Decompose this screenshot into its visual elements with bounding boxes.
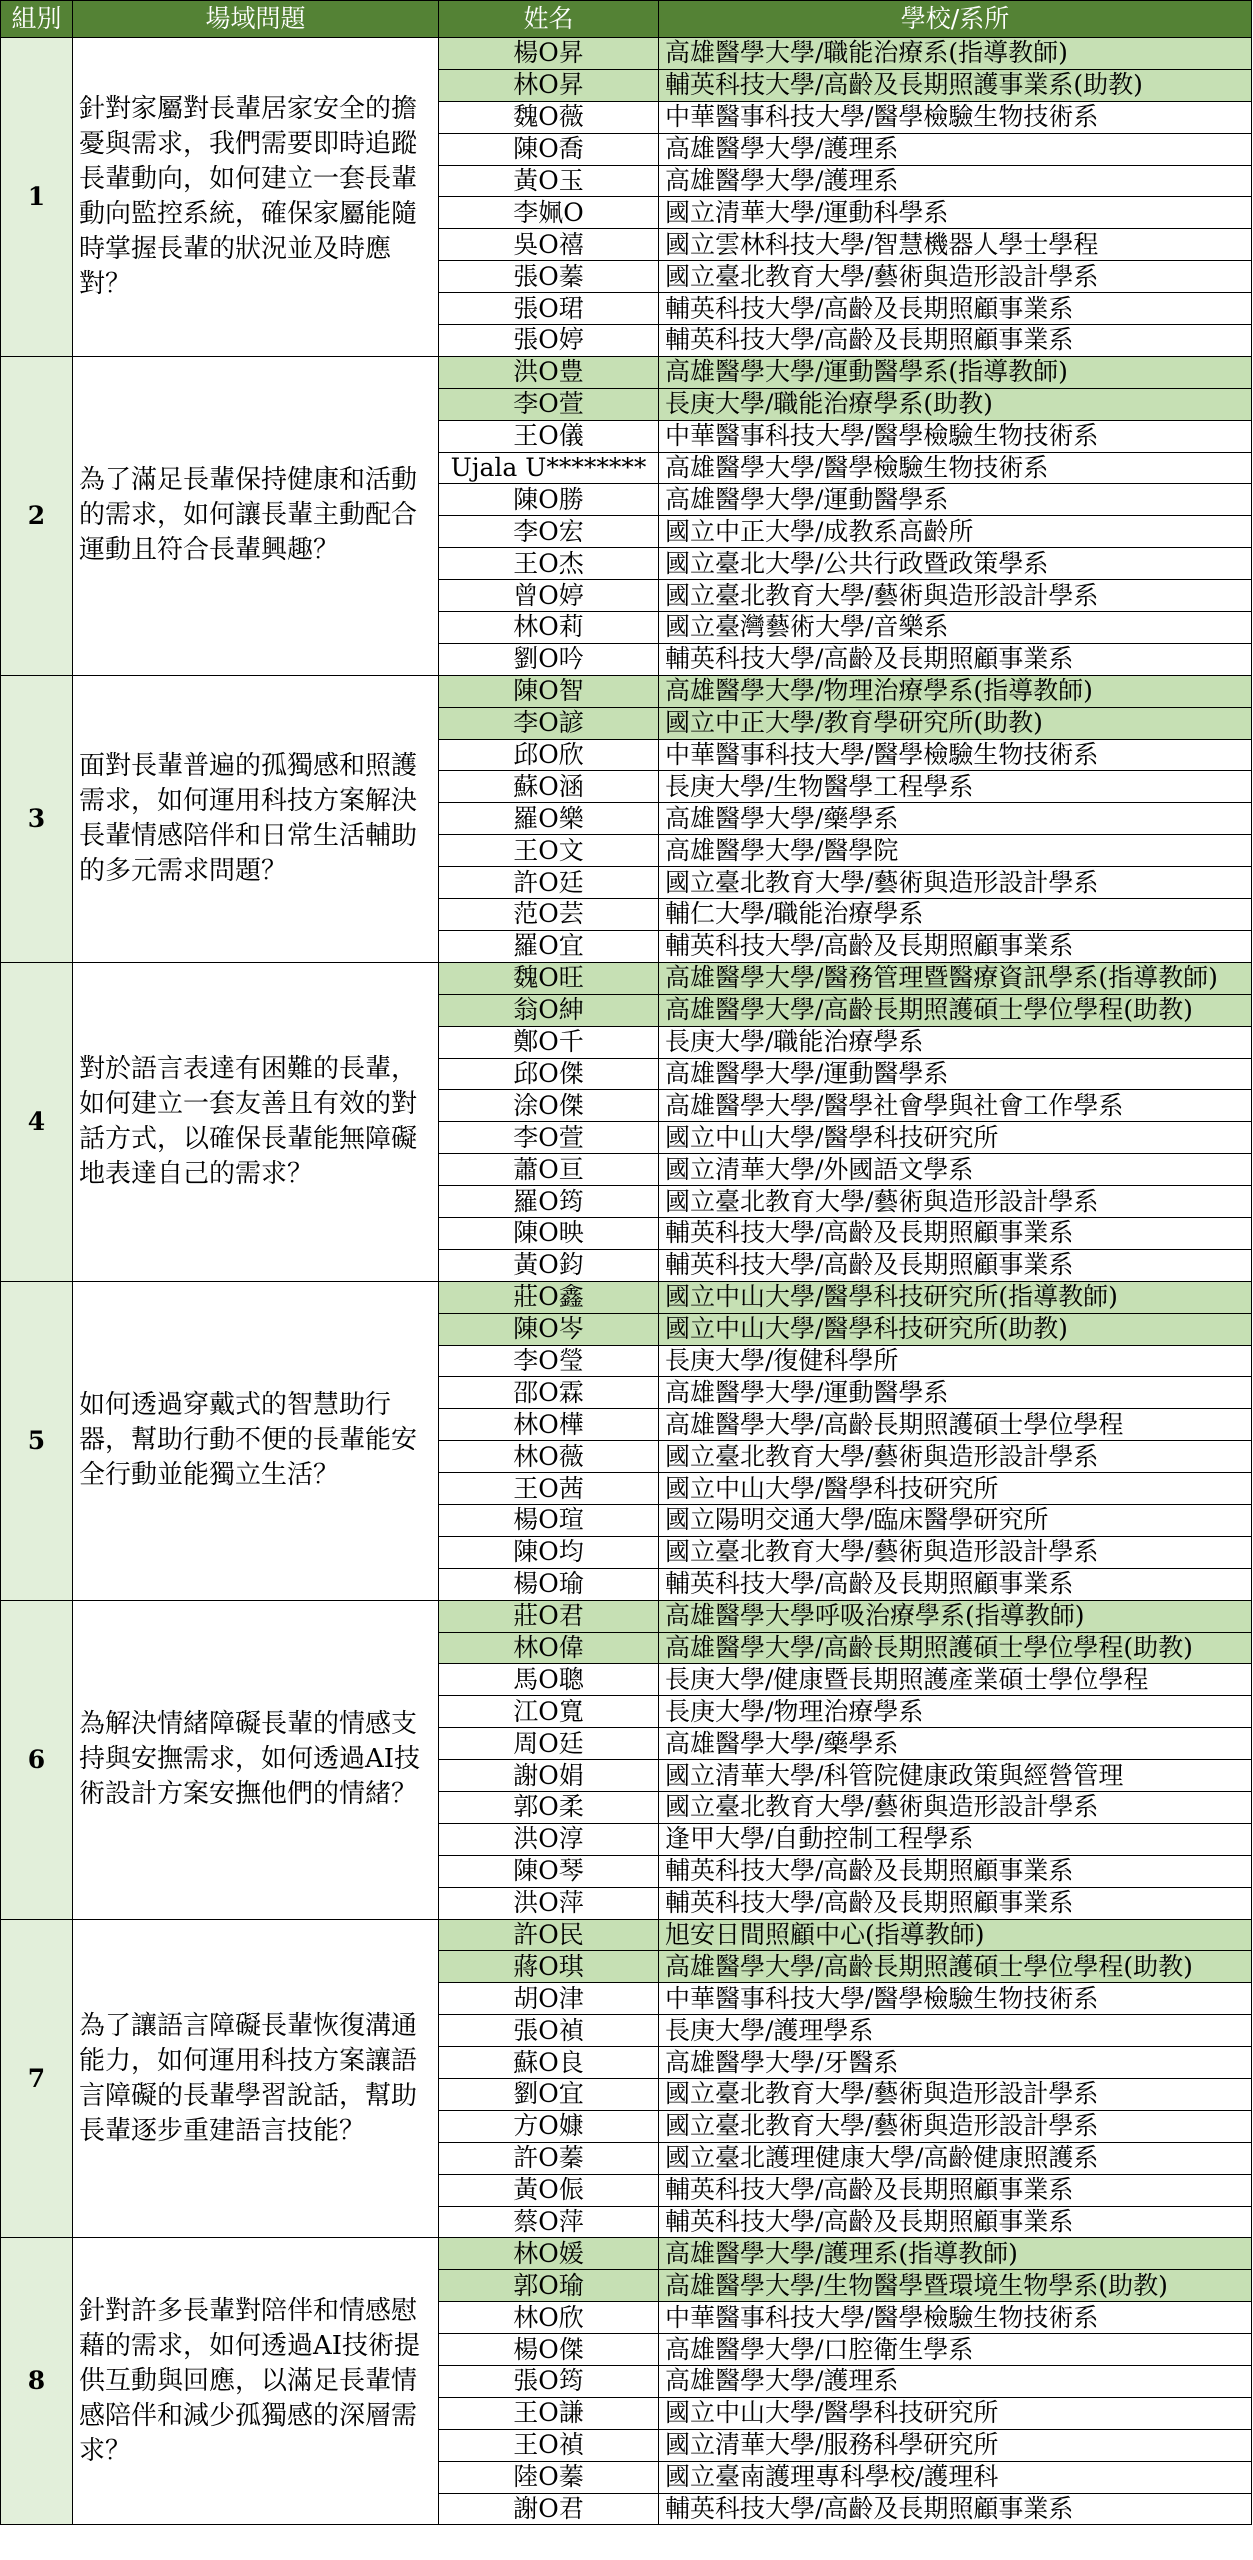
member-name: 李O瑩 [439, 1345, 659, 1377]
member-name: 陳O均 [439, 1536, 659, 1568]
member-school: 高雄醫學大學/物理治療學系(指導教師) [659, 675, 1252, 707]
member-school: 輔英科技大學/高齡及長期照顧事業系 [659, 1568, 1252, 1600]
member-school: 長庚大學/護理學系 [659, 2015, 1252, 2047]
member-name: 李姵O [439, 197, 659, 229]
member-school: 輔英科技大學/高齡及長期照顧事業系 [659, 293, 1252, 325]
member-name: 張O蓁 [439, 261, 659, 293]
member-school: 旭安日間照顧中心(指導教師) [659, 1919, 1252, 1951]
member-school: 高雄醫學大學/運動醫學系 [659, 1058, 1252, 1090]
group-number: 4 [1, 962, 73, 1281]
member-name: 黃O侲 [439, 2174, 659, 2206]
member-school: 高雄醫學大學/醫學院 [659, 835, 1252, 867]
member-name: 劉O宜 [439, 2079, 659, 2111]
member-name: 魏O薇 [439, 101, 659, 133]
member-name: 謝O君 [439, 2493, 659, 2525]
member-name: 羅O筠 [439, 1186, 659, 1218]
member-school: 高雄醫學大學/高齡長期照護碩士學位學程(助教) [659, 1951, 1252, 1983]
member-name: 王O杰 [439, 548, 659, 580]
member-name: 王O儀 [439, 420, 659, 452]
member-school: 國立臺北教育大學/藝術與造形設計學系 [659, 1791, 1252, 1823]
member-school: 國立清華大學/科管院健康政策與經營管理 [659, 1760, 1252, 1792]
member-name: 張O禎 [439, 2015, 659, 2047]
member-school: 國立臺北大學/公共行政暨政策學系 [659, 548, 1252, 580]
member-name: 張O婷 [439, 325, 659, 357]
member-name: 江O寬 [439, 1696, 659, 1728]
member-name: 洪O萍 [439, 1887, 659, 1919]
member-school: 中華醫事科技大學/醫學檢驗生物技術系 [659, 101, 1252, 133]
field-question: 針對家屬對長輩居家安全的擔憂與需求，我們需要即時追蹤長輩動向，如何建立一套長輩動向監控系統，確保家屬能隨時掌握長輩的狀況並及時應對？ [73, 38, 439, 357]
member-school: 中華醫事科技大學/醫學檢驗生物技術系 [659, 739, 1252, 771]
group-number: 1 [1, 38, 73, 357]
member-school: 國立清華大學/外國語文學系 [659, 1154, 1252, 1186]
member-school: 長庚大學/職能治療學系 [659, 1026, 1252, 1058]
member-school: 國立雲林科技大學/智慧機器人學士學程 [659, 229, 1252, 261]
member-school: 輔英科技大學/高齡及長期照顧事業系 [659, 643, 1252, 675]
member-school: 高雄醫學大學/職能治療系(指導教師) [659, 38, 1252, 70]
member-school: 輔英科技大學/高齡及長期照顧事業系 [659, 1887, 1252, 1919]
member-school: 輔英科技大學/高齡及長期照顧事業系 [659, 325, 1252, 357]
member-name: 李O宏 [439, 516, 659, 548]
member-name: 陳O映 [439, 1217, 659, 1249]
member-school: 國立臺南護理專科學校/護理科 [659, 2461, 1252, 2493]
table-row [1, 2238, 1252, 2270]
member-school: 高雄醫學大學/藥學系 [659, 803, 1252, 835]
member-school: 高雄醫學大學/藥學系 [659, 1728, 1252, 1760]
member-name: 林O媛 [439, 2238, 659, 2270]
member-name: 方O嫝 [439, 2110, 659, 2142]
field-question: 為了讓語言障礙長輩恢復溝通能力，如何運用科技方案讓語言障礙的長輩學習說話，幫助長輩逐步重建語言技能？ [73, 1919, 439, 2238]
member-name: 范O芸 [439, 899, 659, 931]
member-name: Ujala U******** [439, 452, 659, 484]
member-name: 陳O琴 [439, 1855, 659, 1887]
member-name: 郭O柔 [439, 1791, 659, 1823]
member-school: 長庚大學/職能治療學系(助教) [659, 388, 1252, 420]
member-name: 莊O鑫 [439, 1281, 659, 1313]
member-school: 國立中山大學/醫學科技研究所(指導教師) [659, 1281, 1252, 1313]
member-name: 林O偉 [439, 1632, 659, 1664]
table-row [1, 38, 1252, 70]
member-name: 涂O傑 [439, 1090, 659, 1122]
member-name: 郭O瑜 [439, 2270, 659, 2302]
member-name: 羅O宜 [439, 930, 659, 962]
member-name: 楊O瑜 [439, 1568, 659, 1600]
member-name: 陸O蓁 [439, 2461, 659, 2493]
group-number: 2 [1, 356, 73, 675]
member-name: 張O珺 [439, 293, 659, 325]
member-name: 黃O鈞 [439, 1249, 659, 1281]
member-name: 陳O喬 [439, 133, 659, 165]
member-name: 洪O淳 [439, 1823, 659, 1855]
member-school: 輔英科技大學/高齡及長期照顧事業系 [659, 1217, 1252, 1249]
member-school: 高雄醫學大學/高齡長期照護碩士學位學程(助教) [659, 994, 1252, 1026]
member-name: 胡O津 [439, 1983, 659, 2015]
member-school: 高雄醫學大學/運動醫學系 [659, 1377, 1252, 1409]
header-question: 場域問題 [73, 1, 439, 38]
member-school: 國立中正大學/成教系高齡所 [659, 516, 1252, 548]
member-school: 輔英科技大學/高齡及長期照顧事業系 [659, 2174, 1252, 2206]
member-school: 國立中山大學/醫學科技研究所 [659, 1122, 1252, 1154]
member-school: 輔英科技大學/高齡及長期照顧事業系 [659, 1249, 1252, 1281]
member-school: 高雄醫學大學/護理系 [659, 165, 1252, 197]
member-name: 王O茜 [439, 1473, 659, 1505]
field-question: 對於語言表達有困難的長輩，如何建立一套友善且有效的對話方式，以確保長輩能無障礙地表達自己的需求？ [73, 962, 439, 1281]
member-name: 許O民 [439, 1919, 659, 1951]
field-question: 為了滿足長輩保持健康和活動的需求，如何讓長輩主動配合運動且符合長輩興趣？ [73, 356, 439, 675]
member-name: 李O萱 [439, 388, 659, 420]
member-school: 高雄醫學大學/生物醫學暨環境生物學系(助教) [659, 2270, 1252, 2302]
member-name: 蕭O亘 [439, 1154, 659, 1186]
member-school: 長庚大學/物理治療學系 [659, 1696, 1252, 1728]
table-body [1, 38, 1252, 2525]
member-school: 高雄醫學大學/護理系(指導教師) [659, 2238, 1252, 2270]
group-number: 5 [1, 1281, 73, 1600]
group-number: 8 [1, 2238, 73, 2525]
member-name: 蔣O琪 [439, 1951, 659, 1983]
member-name: 蘇O涵 [439, 771, 659, 803]
member-school: 國立臺北教育大學/藝術與造形設計學系 [659, 580, 1252, 612]
member-school: 高雄醫學大學/運動醫學系(指導教師) [659, 356, 1252, 388]
member-name: 楊O傑 [439, 2334, 659, 2366]
member-name: 羅O樂 [439, 803, 659, 835]
member-name: 王O禎 [439, 2429, 659, 2461]
member-school: 高雄醫學大學/醫學檢驗生物技術系 [659, 452, 1252, 484]
member-name: 謝O娟 [439, 1760, 659, 1792]
header-school: 學校/系所 [659, 1, 1252, 38]
member-school: 輔英科技大學/高齡及長期照顧事業系 [659, 2206, 1252, 2238]
member-name: 曾O婷 [439, 580, 659, 612]
member-school: 中華醫事科技大學/醫學檢驗生物技術系 [659, 420, 1252, 452]
header-group: 組別 [1, 1, 73, 38]
member-name: 魏O旺 [439, 962, 659, 994]
member-name: 吳O禧 [439, 229, 659, 261]
group-number: 7 [1, 1919, 73, 2238]
member-name: 邱O傑 [439, 1058, 659, 1090]
member-school: 輔英科技大學/高齡及長期照顧事業系 [659, 2493, 1252, 2525]
member-school: 高雄醫學大學呼吸治療學系(指導教師) [659, 1600, 1252, 1632]
member-name: 馬O聰 [439, 1664, 659, 1696]
member-name: 邱O欣 [439, 739, 659, 771]
member-name: 洪O豊 [439, 356, 659, 388]
member-school: 國立臺北教育大學/藝術與造形設計學系 [659, 1186, 1252, 1218]
member-name: 莊O君 [439, 1600, 659, 1632]
member-school: 國立清華大學/運動科學系 [659, 197, 1252, 229]
member-name: 周O廷 [439, 1728, 659, 1760]
member-school: 國立臺北教育大學/藝術與造形設計學系 [659, 1536, 1252, 1568]
member-name: 蔡O萍 [439, 2206, 659, 2238]
member-name: 林O欣 [439, 2302, 659, 2334]
member-school: 國立中山大學/醫學科技研究所 [659, 2397, 1252, 2429]
member-school: 國立中山大學/醫學科技研究所(助教) [659, 1313, 1252, 1345]
member-school: 輔英科技大學/高齡及長期照顧事業系 [659, 930, 1252, 962]
member-name: 張O筠 [439, 2366, 659, 2398]
group-number: 3 [1, 675, 73, 962]
table-header-row [1, 1, 1252, 38]
member-school: 逢甲大學/自動控制工程學系 [659, 1823, 1252, 1855]
member-name: 許O廷 [439, 867, 659, 899]
member-name: 蘇O良 [439, 2047, 659, 2079]
table-row [1, 1600, 1252, 1632]
field-question: 針對許多長輩對陪伴和情感慰藉的需求，如何透過AI技術提供互動與回應，以滿足長輩情感陪伴和減少孤獨感的深層需求？ [73, 2238, 439, 2525]
member-name: 黃O玉 [439, 165, 659, 197]
member-name: 林O莉 [439, 612, 659, 644]
member-school: 國立臺北教育大學/藝術與造形設計學系 [659, 2079, 1252, 2111]
member-school: 長庚大學/復健科學所 [659, 1345, 1252, 1377]
member-school: 高雄醫學大學/護理系 [659, 133, 1252, 165]
table-row [1, 1281, 1252, 1313]
member-name: 李O諺 [439, 707, 659, 739]
member-school: 中華醫事科技大學/醫學檢驗生物技術系 [659, 2302, 1252, 2334]
member-name: 陳O勝 [439, 484, 659, 516]
member-name: 陳O智 [439, 675, 659, 707]
member-school: 高雄醫學大學/護理系 [659, 2366, 1252, 2398]
member-school: 國立中正大學/教育學研究所(助教) [659, 707, 1252, 739]
field-question: 面對長輩普遍的孤獨感和照護需求，如何運用科技方案解決長輩情感陪伴和日常生活輔助的多元需求問題？ [73, 675, 439, 962]
member-name: 許O蓁 [439, 2142, 659, 2174]
member-school: 國立臺北教育大學/藝術與造形設計學系 [659, 1441, 1252, 1473]
member-name: 翁O紳 [439, 994, 659, 1026]
member-school: 國立清華大學/服務科學研究所 [659, 2429, 1252, 2461]
member-name: 林O樺 [439, 1409, 659, 1441]
member-name: 楊O昇 [439, 38, 659, 70]
member-school: 長庚大學/生物醫學工程學系 [659, 771, 1252, 803]
member-school: 高雄醫學大學/牙醫系 [659, 2047, 1252, 2079]
member-school: 國立臺北教育大學/藝術與造形設計學系 [659, 2110, 1252, 2142]
member-school: 高雄醫學大學/運動醫學系 [659, 484, 1252, 516]
member-school: 高雄醫學大學/高齡長期照護碩士學位學程(助教) [659, 1632, 1252, 1664]
member-school: 國立陽明交通大學/臨床醫學研究所 [659, 1504, 1252, 1536]
header-name: 姓名 [439, 1, 659, 38]
member-name: 邵O霖 [439, 1377, 659, 1409]
member-school: 國立中山大學/醫學科技研究所 [659, 1473, 1252, 1505]
member-school: 高雄醫學大學/醫學社會學與社會工作學系 [659, 1090, 1252, 1122]
member-school: 長庚大學/健康暨長期照護產業碩士學位學程 [659, 1664, 1252, 1696]
field-question: 如何透過穿戴式的智慧助行器，幫助行動不便的長輩能安全行動並能獨立生活？ [73, 1281, 439, 1600]
member-school: 高雄醫學大學/高齡長期照護碩士學位學程 [659, 1409, 1252, 1441]
member-name: 林O昇 [439, 69, 659, 101]
member-name: 劉O吟 [439, 643, 659, 675]
table-row [1, 675, 1252, 707]
member-school: 國立臺北護理健康大學/高齡健康照護系 [659, 2142, 1252, 2174]
member-name: 林O薇 [439, 1441, 659, 1473]
member-name: 楊O瑄 [439, 1504, 659, 1536]
member-school: 中華醫事科技大學/醫學檢驗生物技術系 [659, 1983, 1252, 2015]
table-row [1, 356, 1252, 388]
member-name: 李O萱 [439, 1122, 659, 1154]
table-row [1, 1919, 1252, 1951]
member-school: 國立臺北教育大學/藝術與造形設計學系 [659, 261, 1252, 293]
member-school: 國立臺北教育大學/藝術與造形設計學系 [659, 867, 1252, 899]
member-school: 高雄醫學大學/口腔衛生學系 [659, 2334, 1252, 2366]
table-row [1, 962, 1252, 994]
member-name: 王O謙 [439, 2397, 659, 2429]
group-number: 6 [1, 1600, 73, 1919]
member-school: 輔仁大學/職能治療學系 [659, 899, 1252, 931]
member-school: 輔英科技大學/高齡及長期照護事業系(助教) [659, 69, 1252, 101]
member-school: 輔英科技大學/高齡及長期照顧事業系 [659, 1855, 1252, 1887]
member-school: 高雄醫學大學/醫務管理暨醫療資訊學系(指導教師) [659, 962, 1252, 994]
member-name: 鄭O千 [439, 1026, 659, 1058]
member-school: 國立臺灣藝術大學/音樂系 [659, 612, 1252, 644]
member-name: 王O文 [439, 835, 659, 867]
field-question: 為解決情緒障礙長輩的情感支持與安撫需求，如何透過AI技術設計方案安撫他們的情緒？ [73, 1600, 439, 1919]
member-name: 陳O岑 [439, 1313, 659, 1345]
